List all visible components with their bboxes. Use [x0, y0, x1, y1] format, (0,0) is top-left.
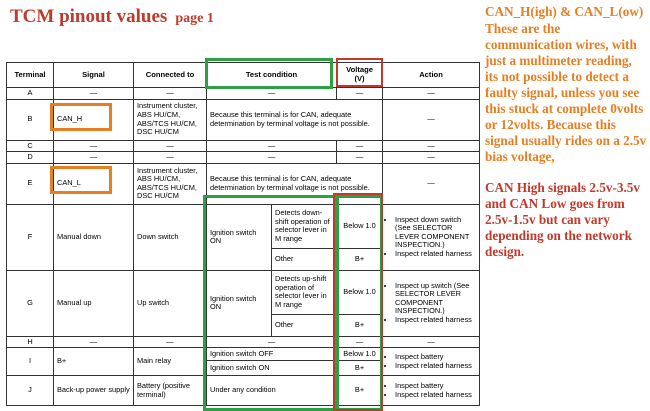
action-cell: —	[383, 163, 480, 204]
voltage-cell: —	[337, 88, 383, 100]
table-row	[7, 204, 480, 248]
note-heading: CAN_H(igh) & CAN_L(ow)	[485, 4, 644, 19]
header-voltage: Voltage (V)	[337, 63, 383, 88]
connected-cell: Up switch	[134, 270, 207, 336]
header-action: Action	[383, 63, 480, 88]
terminal-cell: H	[7, 336, 54, 348]
can-explanation-note	[485, 4, 647, 260]
condition-cell: —	[207, 88, 337, 100]
action-item: • Inspect related harness	[395, 362, 476, 371]
voltage-cell: B+	[337, 248, 383, 270]
action-item: • Inspect up switch (See SELECTOR LEVER COMPONENT INSPECTION.)	[395, 282, 476, 316]
action-cell: —	[383, 152, 480, 164]
action-cell: —	[383, 88, 480, 100]
voltage-cell: —	[337, 152, 383, 164]
sub-condition-cell: Other	[272, 314, 337, 336]
condition-cell: Under any condition	[207, 376, 337, 406]
voltage-cell: —	[337, 336, 383, 348]
connected-cell: —	[134, 152, 207, 164]
voltage-cell: B+	[337, 314, 383, 336]
connected-cell: —	[134, 336, 207, 348]
action-item: • Inspect related harness	[395, 391, 476, 400]
voltage-cell: Below 1.0	[337, 204, 383, 248]
table-row	[7, 163, 480, 204]
signal-cell: Manual down	[54, 204, 134, 270]
signal-cell: CAN_H	[54, 99, 134, 140]
action-item: • Inspect related harness	[395, 316, 476, 325]
connected-cell: —	[134, 140, 207, 152]
condition-cell: —	[207, 140, 337, 152]
terminal-cell: E	[7, 163, 54, 204]
title-main: TCM pinout values	[10, 6, 168, 27]
condition-cell: Ignition switch OFF	[207, 348, 337, 361]
action-cell: —	[383, 140, 480, 152]
terminal-cell: B	[7, 99, 54, 140]
connected-cell: Battery (positive terminal)	[134, 376, 207, 406]
action-cell: —	[383, 99, 480, 140]
signal-cell: Back-up power supply	[54, 376, 134, 406]
signal-cell: B+	[54, 348, 134, 376]
page-title	[10, 6, 214, 28]
table-row	[7, 152, 480, 164]
note-paragraph-1: These are the communication wires, with just a multimeter reading, its not possible to detect a faulty signal, unless you see this stuck at complete 0volts or 12volts. Because this signal usually rides on a 2.5v bias voltage,	[485, 21, 647, 164]
action-cell	[383, 348, 480, 376]
sub-condition-cell: Detects down-shift operation of selector lever in M range	[272, 204, 337, 248]
action-item: • Inspect down switch (See SELECTOR LEVER COMPONENT INSPECTION.)	[395, 216, 476, 250]
terminal-cell: D	[7, 152, 54, 164]
connected-cell: —	[134, 88, 207, 100]
action-item: • Inspect battery	[395, 353, 476, 362]
signal-cell: —	[54, 88, 134, 100]
header-test-condition: Test condition	[207, 63, 337, 88]
table-row	[7, 348, 480, 361]
action-cell: —	[383, 336, 480, 348]
action-cell	[383, 376, 480, 406]
table-header-row	[7, 63, 480, 88]
condition-cell: Because this terminal is for CAN, adequate determination by terminal voltage is not possible.	[207, 99, 383, 140]
signal-cell: —	[54, 336, 134, 348]
voltage-cell: —	[337, 140, 383, 152]
action-item: • Inspect related harness	[395, 250, 476, 259]
table-row	[7, 88, 480, 100]
note-paragraph-2: CAN High signals 2.5v-3.5v and CAN Low goes from 2.5v-1.5v but can vary depending on the network design.	[485, 180, 640, 259]
table-row	[7, 336, 480, 348]
condition-cell: Ignition switch ON	[207, 361, 337, 376]
table-row	[7, 270, 480, 314]
header-connected: Connected to	[134, 63, 207, 88]
title-page: page 1	[175, 11, 214, 26]
connected-cell: Instrument cluster, ABS HU/CM, ABS/TCS HU/CM, DSC HU/CM	[134, 99, 207, 140]
action-cell	[383, 204, 480, 270]
header-signal: Signal	[54, 63, 134, 88]
header-terminal: Terminal	[7, 63, 54, 88]
connected-cell: Main relay	[134, 348, 207, 376]
action-item: • Inspect battery	[395, 382, 476, 391]
table-row	[7, 140, 480, 152]
terminal-cell: A	[7, 88, 54, 100]
signal-cell: —	[54, 140, 134, 152]
voltage-cell: B+	[337, 376, 383, 406]
terminal-cell: C	[7, 140, 54, 152]
sub-condition-cell: Other	[272, 248, 337, 270]
voltage-cell: Below 1.0	[337, 270, 383, 314]
condition-cell: Ignition switch ON	[207, 270, 272, 336]
condition-cell: —	[207, 152, 337, 164]
terminal-cell: J	[7, 376, 54, 406]
terminal-cell: G	[7, 270, 54, 336]
condition-cell: Because this terminal is for CAN, adequate determination by terminal voltage is not possible.	[207, 163, 383, 204]
sub-condition-cell: Detects up-shift operation of selector lever in M range	[272, 270, 337, 314]
voltage-cell: B+	[337, 361, 383, 376]
action-cell	[383, 270, 480, 336]
connected-cell: Instrument cluster, ABS HU/CM, ABS/TCS HU/CM, DSC HU/CM	[134, 163, 207, 204]
table-row	[7, 99, 480, 140]
pinout-table	[6, 62, 480, 406]
connected-cell: Down switch	[134, 204, 207, 270]
signal-cell: Manual up	[54, 270, 134, 336]
terminal-cell: F	[7, 204, 54, 270]
condition-cell: —	[207, 336, 337, 348]
table-row	[7, 376, 480, 406]
signal-cell: —	[54, 152, 134, 164]
voltage-cell: Below 1.0	[337, 348, 383, 361]
condition-cell: Ignition switch ON	[207, 204, 272, 270]
signal-cell: CAN_L	[54, 163, 134, 204]
terminal-cell: I	[7, 348, 54, 376]
